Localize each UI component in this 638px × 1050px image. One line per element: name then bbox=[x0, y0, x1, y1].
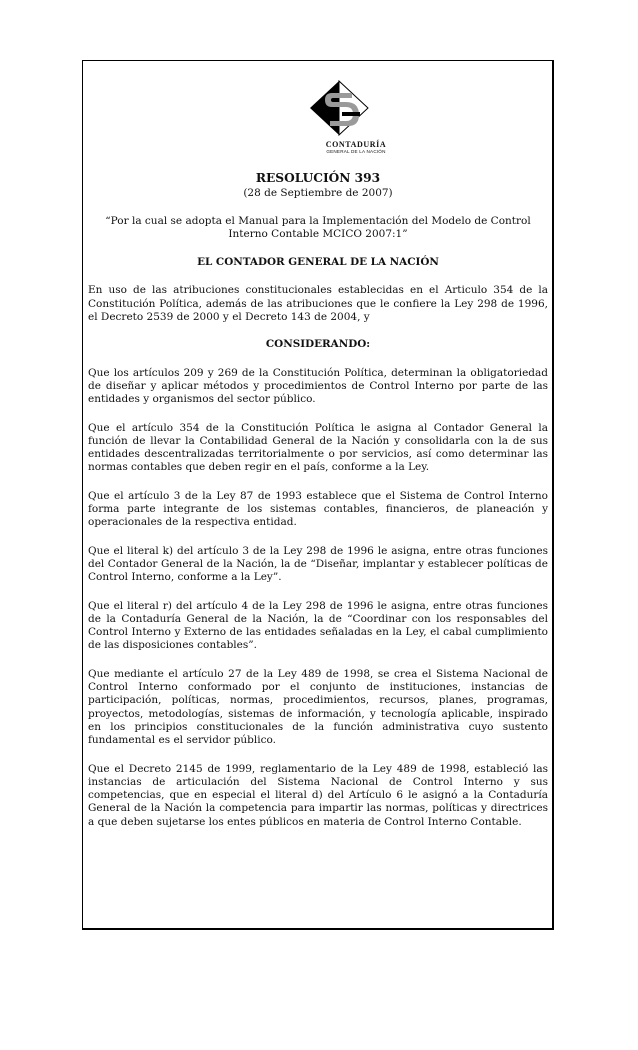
considerando-paragraph: Que el literal k) del artículo 3 de la Ley 298 de 1996 le asigna, entre otras funciones del Contador General de la Nación, la de “Diseñar, implantar y establecer políticas de Control Interno, conforme a la Ley”. bbox=[88, 544, 548, 584]
issuer-heading: EL CONTADOR GENERAL DE LA NACIÓN bbox=[197, 256, 439, 269]
considerando-paragraph: Que el literal r) del artículo 4 de la Ley 298 de 1996 le asigna, entre otras funciones de la Contaduría General de la Nación, la de “Coordinar con los responsables del Control Interno y Externo de las entidades señaladas en la Ley, el cabal cumplimiento de las disposiciones contables”. bbox=[88, 599, 548, 652]
considerando-paragraph: Que el artículo 354 de la Constitución Política le asigna al Contador General la función de llevar la Contabilidad General de la Nación y consolidarla con la de sus entidades descentralizadas territorialmente o por servicios, así como determinar las normas contables que deben regir en el país, conforme a la Ley. bbox=[88, 421, 548, 474]
considerando-paragraph: Que el artículo 3 de la Ley 87 de 1993 establece que el Sistema de Control Interno forma parte integrante de los sistemas contables, financieros, de planeación y operacionales de la respectiva entidad. bbox=[88, 489, 548, 529]
considerando-paragraph: Que los artículos 209 y 269 de la Constitución Política, determinan la obligatoriedad de diseñar y aplicar métodos y procedimientos de Control Interno por parte de las entidades y organismos del sector público. bbox=[88, 366, 548, 406]
preamble-paragraph: En uso de las atribuciones constitucionales establecidas en el Articulo 354 de la Constitución Política, además de las atribuciones que le confiere la Ley 298 de 1996, el Decreto 2539 de 2000 y el Decreto 143 de 2004, y bbox=[88, 284, 548, 324]
resolution-subject: “Por la cual se adopta el Manual para la Implementación del Modelo de Control Interno Contable MCICO 2007:1” bbox=[105, 214, 531, 240]
contaduria-logo-icon bbox=[308, 79, 370, 137]
considerando-heading: CONSIDERANDO: bbox=[265, 338, 371, 351]
logo bbox=[308, 79, 404, 155]
resolution-title: RESOLUCIÓN 393 bbox=[255, 171, 381, 186]
logo-subtitle: GENERAL DE LA NACIÓN bbox=[326, 149, 386, 155]
logo-name: CONTADURÍA bbox=[325, 140, 387, 150]
considerando-paragraph: Que el Decreto 2145 de 1999, reglamentario de la Ley 489 de 1998, estableció las instancias de articulación del Sistema Nacional de Control Interno y sus competencias, que en especial el literal d) del Artículo 6 le asignó a la Contaduría General de la Nación la competencia para impartir las normas, políticas y directrices a que deben sujetarse los entes públicos en materia de Control Interno Contable. bbox=[88, 762, 548, 828]
considerando-paragraph: Que mediante el artículo 27 de la Ley 489 de 1998, se crea el Sistema Nacional de Control Interno conformado por el conjunto de instituciones, instancias de participación, políticas, normas, procedimientos, recursos, planes, programas, proyectos, metodologías, sistemas de información, y tecnología aplicable, inspirado en los principios constitucionales de la función administrativa cuyo sustento fundamental es el servidor público. bbox=[88, 667, 548, 747]
resolution-date: (28 de Septiembre de 2007) bbox=[243, 187, 393, 200]
document-content bbox=[88, 79, 548, 829]
document-page bbox=[82, 60, 554, 930]
